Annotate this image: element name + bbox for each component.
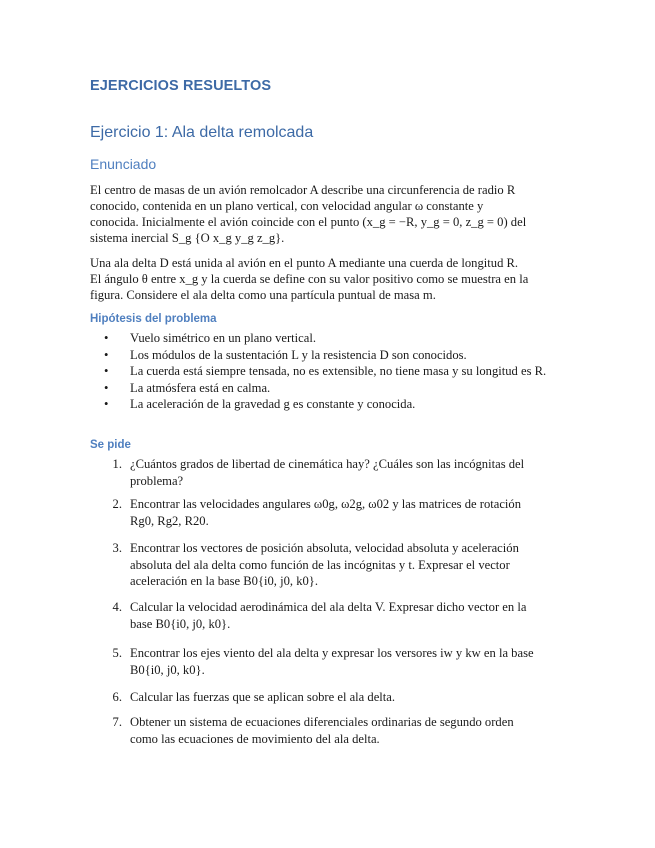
list-item [90,330,560,347]
bullet-icon: • [104,380,109,395]
item-text: como las ecuaciones de movimiento del ala delta. [130,731,380,746]
bullet-icon: • [104,331,109,345]
item-text: problema? [130,473,184,488]
list-item [90,347,560,364]
list-item-text: Vuelo simétrico en un plano vertical. [130,331,316,345]
ask-item-5 [90,645,565,678]
list-item-text: Los módulos de la sustentación L y la resistencia D son conocidos. [130,347,467,362]
item-text: absoluta del ala delta como función de las incógnitas y t. Expresar el vector [130,557,510,572]
list-item-text: La atmósfera está en calma. [130,380,271,395]
list-item-text: La cuerda está siempre tensada, no es extensible, no tiene masa y su longitud es R. [130,364,547,378]
item-text: Obtener un sistema de ecuaciones diferenciales ordinarias de segundo orden [130,715,514,729]
item-number: 2. [112,497,122,511]
item-text: aceleración en la base B0{i0, j0, k0}. [130,574,318,588]
item-text: Calcular las fuerzas que se aplican sobre el ala delta. [130,690,396,704]
asks-heading: Se pide [90,439,131,451]
ask-item-4 [90,599,565,632]
ask-item-3 [90,540,565,590]
ask-item-2 [90,496,565,529]
exercise-title: Ejercicio 1: Ala delta remolcada [90,124,314,141]
ask-item-1 [90,456,565,489]
statement-paragraph-2 [90,255,560,303]
text-line: sistema inercial S_g {O x_g y_g z_g}. [90,231,285,245]
item-number: 7. [112,715,122,729]
ask-item-6 [90,689,565,706]
text-line: conocido, contenida en un plano vertical, con velocidad angular ω constante y [90,199,484,213]
list-item [90,363,560,380]
item-number: 3. [112,541,122,555]
statement-paragraph-1 [90,182,560,246]
item-text: Encontrar las velocidades angulares ω0g, ω2g, ω02 y las matrices de rotación [130,497,522,511]
item-text: Rg0, Rg2, R20. [130,513,209,528]
bullet-icon: • [104,364,109,378]
list-item-text: La aceleración de la gravedad g es constante y conocida. [130,397,416,411]
text-line: conocida. Inicialmente el avión coincide con el punto (x_g = −R, y_g = 0, z_g = 0) del [90,215,527,229]
item-text: Encontrar los ejes viento del ala delta y expresar los versores iw y kw en la base [130,646,534,660]
list-item [90,380,560,397]
list-item [90,396,560,413]
text-line: El centro de masas de un avión remolcador A describe una circunferencia de radio R [90,183,516,197]
item-number: 5. [112,646,122,660]
hypotheses-list [90,330,560,413]
item-number: 6. [112,690,122,704]
bullet-icon: • [104,397,109,411]
item-text: Calcular la velocidad aerodinámica del ala delta V. Expresar dicho vector en la [130,600,527,614]
text-line: Una ala delta D está unida al avión en el punto A mediante una cuerda de longitud R. [90,256,519,270]
item-text: ¿Cuántos grados de libertad de cinemática hay? ¿Cuáles son las incógnitas del [130,457,525,471]
item-number: 4. [112,600,122,614]
item-text: base B0{i0, j0, k0}. [130,616,231,631]
item-number: 1. [112,457,122,471]
item-text: B0{i0, j0, k0}. [130,662,205,677]
document-title: EJERCICIOS RESUELTOS [90,78,272,94]
hypotheses-heading: Hipótesis del problema [90,313,217,325]
item-text: Encontrar los vectores de posición absoluta, velocidad absoluta y aceleración [130,541,519,555]
text-line: El ángulo θ entre x_g y la cuerda se define con su valor positivo como se muestra en la [90,272,529,286]
bullet-icon: • [104,347,109,362]
text-line: figura. Considere el ala delta como una partícula puntual de masa m. [90,288,436,302]
section-heading-statement: Enunciado [90,156,157,172]
ask-item-7 [90,714,565,747]
